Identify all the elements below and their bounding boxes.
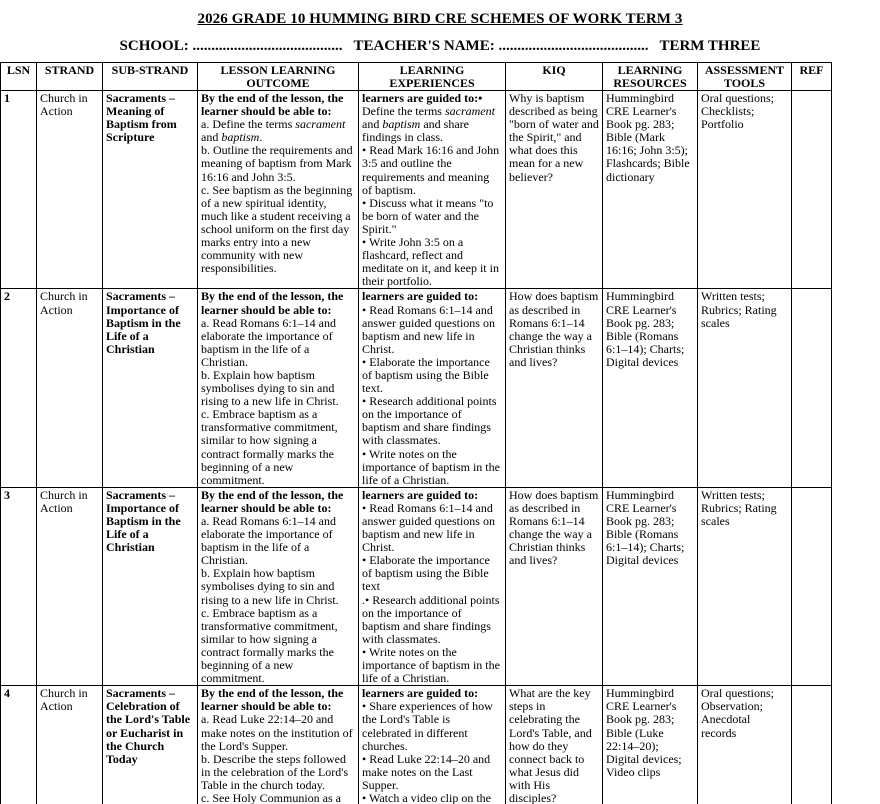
outcome-b: b. Outline the requirements and meaning of baptism from Mark 16:16 and John 3:5. bbox=[201, 143, 353, 184]
header-ref: REF bbox=[792, 63, 832, 91]
header-sub-strand: SUB-STRAND bbox=[103, 63, 198, 91]
outcome-b: b. Describe the steps followed in the celebration of the Lord's Table in the church today. bbox=[201, 751, 349, 792]
lsn-cell: 2 bbox=[1, 289, 37, 487]
experience-text: Define the terms bbox=[362, 104, 445, 119]
resources-cell: Hummingbird CRE Learner's Book pg. 283; Bible (Luke 22:14–20); Digital devices; Video clips bbox=[603, 686, 698, 804]
header-strand: STRAND bbox=[37, 63, 103, 91]
experiences-intro: learners are guided to:• bbox=[362, 91, 483, 105]
outcome-c: c. Embrace baptism as a transformative commitment, similar to how signing a contract formally marks the beginning of a new commitment. bbox=[201, 407, 338, 487]
outcome-a: a. Read Luke 22:14–20 and make notes on the institution of the Lord's Supper. bbox=[201, 712, 353, 753]
schemes-table bbox=[0, 62, 832, 804]
outcome-a-text: . bbox=[259, 130, 263, 145]
sub-strand-cell: Sacraments – Meaning of Baptism from Scripture bbox=[103, 91, 198, 289]
experience-3: • Watch a video clip on the bbox=[362, 790, 491, 804]
outcome-c: c. Embrace baptism as a transformative commitment, similar to how signing a contract formally marks the beginning of a new commitment. bbox=[201, 605, 338, 686]
strand-cell: Church in Action bbox=[37, 686, 103, 804]
ref-cell bbox=[792, 91, 832, 289]
outcome-a-term: sacrament bbox=[295, 117, 346, 132]
experience-2: • Elaborate the importance of baptism using the Bible text bbox=[362, 553, 490, 594]
sub-strand-cell: Sacraments – Importance of Baptism in the Life of a Christian bbox=[103, 289, 198, 487]
header-lsn: LSN bbox=[1, 63, 37, 91]
sub-strand-cell: Sacraments – Importance of Baptism in the Life of a Christian bbox=[103, 487, 198, 685]
outcome-a-text: and bbox=[201, 130, 222, 145]
experience-term: baptism bbox=[382, 117, 421, 132]
ref-cell bbox=[792, 487, 832, 685]
resources-cell: Hummingbird CRE Learner's Book pg. 283; Bible (Romans 6:1–14); Charts; Digital devices bbox=[603, 289, 698, 487]
outcome-cell bbox=[198, 686, 359, 804]
strand-cell: Church in Action bbox=[37, 91, 103, 289]
table-row bbox=[1, 289, 832, 487]
assessment-cell: Oral questions; Observation; Anecdotal records bbox=[698, 686, 792, 804]
kiq-cell: How does baptism as described in Romans 6:1–14 change the way a Christian thinks and lives? bbox=[506, 289, 603, 487]
table-row bbox=[1, 487, 832, 685]
header-resources: LEARNING RESOURCES bbox=[603, 63, 698, 91]
assessment-cell: Written tests; Rubrics; Rating scales bbox=[698, 487, 792, 685]
ref-cell bbox=[792, 686, 832, 804]
experience-3: .• Research additional points on the importance of baptism and share findings with classmates. bbox=[362, 592, 500, 646]
experience-3: • Research additional points on the importance of baptism and share findings with classmates. bbox=[362, 394, 497, 448]
experience-1: • Share experiences of how the Lord's Table is celebrated in different churches. bbox=[362, 699, 493, 753]
experiences-intro: learners are guided to: bbox=[362, 686, 479, 701]
resources-cell: Hummingbird CRE Learner's Book pg. 283; Bible (Mark 16:16; John 3:5); Flashcards; Bible dictionary bbox=[603, 91, 698, 289]
lsn-cell: 1 bbox=[1, 91, 37, 289]
experience-2: • Read Mark 16:16 and John 3:5 and outline the requirements and meaning of baptism. bbox=[362, 143, 500, 197]
experience-text: and bbox=[362, 117, 383, 132]
outcome-intro: By the end of the lesson, the learner should be able to: bbox=[201, 91, 344, 119]
table-row bbox=[1, 686, 832, 804]
experience-1: • Read Romans 6:1–14 and answer guided questions on baptism and new life in Christ. bbox=[362, 302, 495, 356]
experiences-cell bbox=[359, 91, 506, 289]
outcome-intro: By the end of the lesson, the learner should be able to: bbox=[201, 686, 344, 714]
experience-3: • Discuss what it means "to be born of water and the Spirit." bbox=[362, 195, 494, 236]
header-row bbox=[1, 63, 832, 91]
experiences-intro: learners are guided to: bbox=[362, 289, 479, 304]
outcome-cell bbox=[198, 487, 359, 685]
outcome-b: b. Explain how baptism symbolises dying to sin and rising to a new life in Christ. bbox=[201, 367, 339, 409]
outcome-intro: By the end of the lesson, the learner should be able to: bbox=[201, 289, 344, 317]
header-experiences: LEARNING EXPERIENCES bbox=[359, 63, 506, 91]
assessment-cell: Oral questions; Checklists; Portfolio bbox=[698, 91, 792, 289]
assessment-cell: Written tests; Rubrics; Rating scales bbox=[698, 289, 792, 487]
experience-4: • Write John 3:5 on a flashcard, reflect and meditate on it, and keep it in their portfolio. bbox=[362, 235, 499, 289]
strand-cell: Church in Action bbox=[37, 289, 103, 487]
outcome-intro: By the end of the lesson, the learner should be able to: bbox=[201, 487, 344, 515]
experience-text: and share findings in class. bbox=[362, 117, 469, 145]
outcome-a-term: baptism bbox=[221, 130, 260, 145]
outcome-a bbox=[201, 118, 355, 144]
resources-cell: Hummingbird CRE Learner's Book pg. 283; Bible (Romans 6:1–14); Charts; Digital devices bbox=[603, 487, 698, 685]
document-subtitle: SCHOOL: ........................................ TEACHER'S NAME: ........................................ TERM THREE bbox=[119, 38, 761, 54]
experiences-intro: learners are guided to: bbox=[362, 487, 479, 502]
strand-cell: Church in Action bbox=[37, 487, 103, 685]
experience-2: • Elaborate the importance of baptism using the Bible text. bbox=[362, 354, 490, 396]
lsn-cell: 3 bbox=[1, 487, 37, 685]
ref-cell bbox=[792, 289, 832, 487]
header-outcome: LESSON LEARNING OUTCOME bbox=[198, 63, 359, 91]
outcome-a: a. Read Romans 6:1–14 and elaborate the importance of baptism in the life of a Christian. bbox=[201, 514, 336, 568]
outcome-cell bbox=[198, 289, 359, 487]
outcome-b: b. Explain how baptism symbolises dying to sin and rising to a new life in Christ. bbox=[201, 566, 339, 607]
outcome-a-text: a. Define the terms bbox=[201, 117, 296, 132]
sub-strand-cell: Sacraments – Celebration of the Lord's Table or Eucharist in the Church Today bbox=[103, 686, 198, 804]
experiences-cell bbox=[359, 289, 506, 487]
outcome-cell bbox=[198, 91, 359, 289]
lsn-cell: 4 bbox=[1, 686, 37, 804]
kiq-cell: What are the key steps in celebrating the Lord's Table, and how do they connect back to what Jesus did with His disciples? bbox=[506, 686, 603, 804]
experience-2: • Read Luke 22:14–20 and make notes on the Last Supper. bbox=[362, 751, 491, 792]
outcome-c: c. See Holy Communion as a bbox=[201, 790, 341, 804]
outcome-a: a. Read Romans 6:1–14 and elaborate the importance of baptism in the life of a Christian. bbox=[201, 315, 336, 369]
outcome-c: c. See baptism as the beginning of a new spiritual identity, much like a student receiving a school uniform on the first day marks entry into a new community with new responsibilities. bbox=[201, 182, 353, 276]
kiq-cell: How does baptism as described in Romans 6:1–14 change the way a Christian thinks and lives? bbox=[506, 487, 603, 685]
experience-term: sacrament bbox=[444, 104, 495, 119]
experiences-cell bbox=[359, 686, 506, 804]
experience-4: • Write notes on the importance of baptism in the life of a Christian. bbox=[362, 446, 500, 487]
header-kiq: KIQ bbox=[506, 63, 603, 91]
experience-4: • Write notes on the importance of baptism in the life of a Christian. bbox=[362, 644, 500, 686]
experience-1: • Read Romans 6:1–14 and answer guided questions on baptism and new life in Christ. bbox=[362, 500, 495, 555]
experience-1 bbox=[362, 104, 495, 144]
kiq-cell: Why is baptism described as being "born of water and the Spirit," and what does this mean for a new believer? bbox=[506, 91, 603, 289]
table-row bbox=[1, 91, 832, 289]
header-assessment: ASSESSMENT TOOLS bbox=[698, 63, 792, 91]
experiences-cell bbox=[359, 487, 506, 685]
document-title: 2026 GRADE 10 HUMMING BIRD CRE SCHEMES OF WORK TERM 3 bbox=[197, 11, 683, 27]
